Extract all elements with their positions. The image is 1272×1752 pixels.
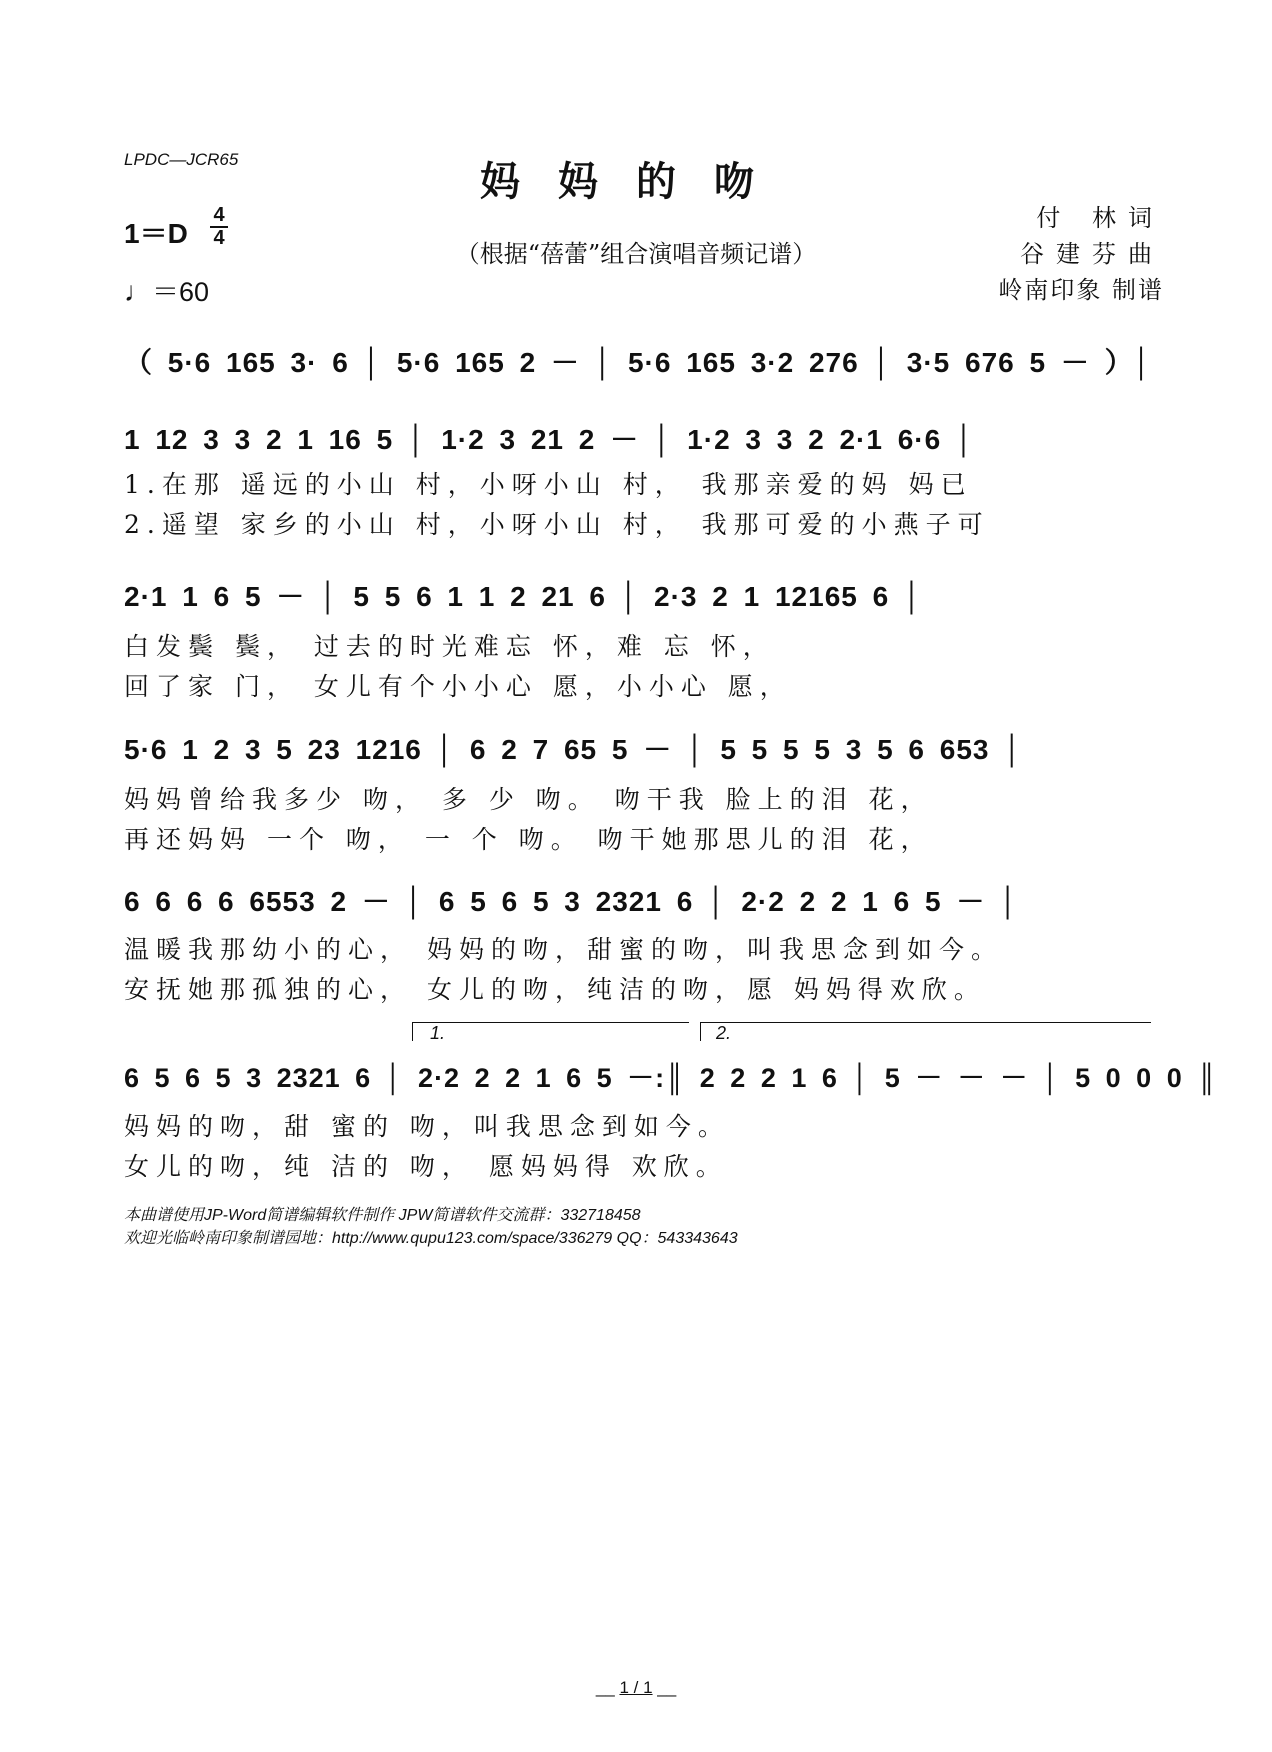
- lyric-line-5-verse-2: 女儿的吻，纯 洁的 吻， 愿妈妈得 欢欣。: [124, 1152, 728, 1181]
- quarter-note-icon: ♩: [124, 276, 152, 307]
- lyric-line-1-verse-2: 2.遥望 家乡的小山 村，小呀小山 村， 我那可爱的小燕子可: [124, 510, 990, 539]
- music-line-2: 2·1 1 6 5 － │ 5 5 6 1 1 2 21 6 │ 2·3 2 1 12165 6 │: [124, 581, 923, 612]
- lyric-line-3-verse-1: 妈妈曾给我多少 吻， 多 少 吻。 吻干我 脸上的泪 花，: [124, 785, 933, 814]
- lyric-line-2-verse-1: 白发鬓 鬓， 过去的时光难忘 怀，难 忘 怀，: [124, 632, 775, 661]
- tempo-marking: [124, 270, 209, 309]
- lyric-line-2-verse-2: 回了家 门， 女儿有个小小心 愿，小小心 愿，: [124, 672, 792, 701]
- page-number-value: 1 / 1: [619, 1678, 653, 1697]
- subtitle: （根据“蓓蕾”组合演唱音频记谱）: [455, 240, 817, 268]
- second-ending-label: 2.: [716, 1023, 732, 1043]
- lyric-line-3-verse-2: 再还妈妈 一个 吻， 一 个 吻。 吻干她那思儿的泪 花，: [124, 825, 933, 854]
- time-signature-bottom: 4: [213, 227, 225, 249]
- music-line-1: 1 12 3 3 2 1 16 5 │ 1·2 3 21 2 － │ 1·2 3 3 2 2·1 6·6 │: [124, 424, 975, 455]
- lyric-line-4-verse-1: 温暖我那幼小的心， 妈妈的吻，甜蜜的吻，叫我思念到如今。: [124, 935, 1003, 964]
- arranger-credit: 岭南印象 制谱: [998, 276, 1164, 304]
- composer-credit: 谷建芬曲: [1020, 240, 1164, 268]
- lyricist-credit: 付 林词: [1036, 204, 1164, 232]
- lyric-line-1-verse-1: 1.在那 遥远的小山 村，小呀小山 村， 我那亲爱的妈 妈已: [124, 470, 973, 499]
- lyric-line-4-verse-2: 安抚她那孤独的心， 女儿的吻，纯洁的吻，愿 妈妈得欢欣。: [124, 975, 986, 1004]
- first-ending-label: 1.: [430, 1023, 446, 1043]
- tempo-value: ＝60: [152, 277, 210, 307]
- song-title: 妈妈的吻: [480, 158, 792, 205]
- lyric-line-5-verse-1: 妈妈的吻，甜 蜜的 吻，叫我思念到如今。: [124, 1112, 730, 1141]
- second-ending-bracket: [700, 1022, 1151, 1041]
- footer-website-note: 欢迎光临岭南印象制谱园地：http://www.qupu123.com/space/336279 QQ：543343643: [124, 1230, 738, 1247]
- music-line-intro: （ 5·6 165 3· 6 │ 5·6 165 2 － │ 5·6 165 3·2 276 │ 3·5 676 5 － ）│: [124, 347, 1153, 378]
- key-signature: 1＝D: [124, 218, 188, 249]
- music-line-4: 6 6 6 6 6553 2 － │ 6 5 6 5 3 2321 6 │ 2·2 2 2 1 6 5 － │: [124, 886, 1019, 917]
- footer-software-note: 本曲谱使用JP-Word简谱编辑软件制作 JPW简谱软件交流群：332718458: [124, 1207, 641, 1224]
- music-line-3: 5·6 1 2 3 5 23 1216 │ 6 2 7 65 5 － │ 5 5 5 5 3 5 6 653 │: [124, 734, 1023, 765]
- page-number: __ 1 / 1 __: [595, 1678, 677, 1697]
- first-ending-bracket: [412, 1022, 689, 1041]
- time-signature-top: 4: [213, 204, 225, 226]
- music-line-5: 6 5 6 5 3 2321 6 │ 2·2 2 2 1 6 5 －:║ 2 2 2 1 6 │ 5 － － － │ 5 0 0 0 ║: [124, 1063, 1218, 1093]
- score-code: LPDC—JCR65: [124, 150, 239, 169]
